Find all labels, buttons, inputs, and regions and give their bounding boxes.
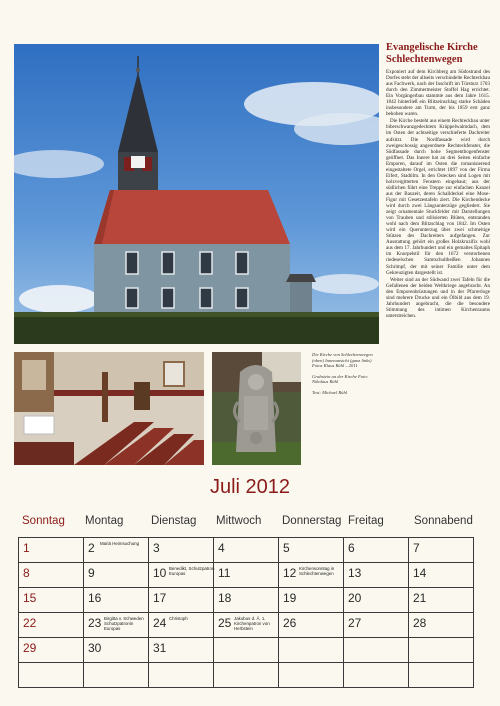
calendar-day-cell[interactable]: [149, 563, 214, 588]
calendar-day-cell[interactable]: [344, 538, 409, 563]
calendar-day-cell[interactable]: [84, 588, 149, 613]
weekday-sunday: Sonntag: [22, 515, 65, 527]
day-number: 27: [348, 616, 362, 630]
calendar-day-cell[interactable]: [149, 588, 214, 613]
calendar-day-cell[interactable]: [19, 613, 84, 638]
calendar-day-cell[interactable]: [84, 663, 149, 688]
calendar-day-cell[interactable]: [279, 563, 344, 588]
day-number: 8: [23, 566, 30, 580]
day-number: 29: [23, 641, 37, 655]
calendar-day-cell[interactable]: [279, 588, 344, 613]
calendar-day-cell[interactable]: [279, 538, 344, 563]
calendar-day-cell[interactable]: [214, 563, 279, 588]
day-number: 9: [88, 566, 95, 580]
calendar-day-cell[interactable]: [19, 638, 84, 663]
day-note: Jakobus d. Ä. 1. Kirchenpatron von Herbstein: [234, 616, 270, 632]
day-number: 31: [153, 641, 167, 655]
calendar-day-cell[interactable]: [344, 588, 409, 613]
calendar-day-cell[interactable]: [409, 613, 474, 638]
day-number: 22: [23, 616, 37, 630]
caption: Grabstein an der Kirche Foto: Nikolaus Rühl: [312, 373, 369, 385]
calendar-day-cell[interactable]: [149, 638, 214, 663]
day-number: 5: [283, 541, 290, 555]
weekday-header: [18, 515, 486, 531]
day-number: 16: [88, 591, 102, 605]
calendar-day-cell[interactable]: [84, 563, 149, 588]
calendar-day-cell[interactable]: [149, 663, 214, 688]
weekday-monday: Montag: [85, 515, 124, 527]
day-number: 1: [23, 541, 30, 555]
calendar-day-cell[interactable]: [409, 588, 474, 613]
calendar-day-cell[interactable]: [214, 663, 279, 688]
day-number: 24: [153, 616, 167, 630]
calendar-day-cell[interactable]: [279, 613, 344, 638]
article-paragraph: Exponiert auf dem Kirchberg am Südostrand des Dorfes steht der allseits verschindelte Rechteckbau aus Fachwerk, nach der Inschrift im Türsturz 1703 durch den Zimmermeister Stoffel Hag errichtet. Ein Vorgängerbau stammte aus dem Jahre 1615. 1842 hinterließ ein Blitzeinschlag starke Schäden insbesondere am Turm, der bis 1859 erst ganz behoben waren.: [386, 69, 490, 118]
calendar-day-cell[interactable]: [409, 638, 474, 663]
calendar-day-cell[interactable]: [84, 538, 149, 563]
calendar-day-cell[interactable]: [19, 588, 84, 613]
day-note: Mariä Heimsuchung: [100, 541, 140, 546]
article-title: Evangelische Kirche Schlechtenwegen: [386, 42, 478, 65]
month-title: Juli 2012: [209, 476, 291, 498]
article-paragraph: Die Kirche besteht aus einem Rechteckbau unter biberschwanzgedecktem Krüppelwalmdach, dem im Osten der achtseitige verschieferte Dachreiter aufsitzt. Die Nordfassade wird durch zweigeschossig angeordnete Rechteckfenster, die Südfassade durch hohe Segmentbogenfenster geöffnet. Das Innere hat an drei Seiten einfache Emporen, darauf im Osten die romanisierend eingestaltete Orgel, errichtet 1897 von der Firma Eifert, Stadtilm. In den Ostecken sind Logen mit holzvergitterten Fenstern eingebaut; aus der südlichen führt eine Treppe zur einfachen Kanzel aus der Bauzeit, deren Schalldeckel eine Mose-Figur mit Gesetzestafeln ziert. Die Kirchendecke wird durch zwei Längsunterzüge gegliedert. Sie zeigt ornamentale Stuckfelder mit Darstellungen von Trauben und stilisierten Blüten, entstanden wohl nach dem Blitzschlag von 1842. Im Osten wird ein Querunterzug über zwei schmeitige Stützen des Dachreiters aufgefangen. Zur Ausstattung gehört ein großes Holzkruzifix wohl aus dem 17. Jahrhundert und ein gemaltes Epitaph im Knorpelstil für den 1672 verstorbenen riedeselschen Samtschultheißen Johannes Schrimpf, der mit seiner Familie unter dem Gekreuzigten dargestellt ist.: [386, 118, 490, 276]
calendar-day-cell[interactable]: [149, 538, 214, 563]
interior-photo: [14, 352, 204, 465]
calendar-day-cell[interactable]: [344, 663, 409, 688]
calendar-day-cell[interactable]: [214, 538, 279, 563]
calendar-day-cell[interactable]: [344, 563, 409, 588]
calendar-day-cell[interactable]: [214, 613, 279, 638]
day-number: 20: [348, 591, 362, 605]
calendar-grid: [18, 537, 474, 688]
weekday-thursday: Donnerstag: [282, 515, 342, 527]
day-number: 28: [413, 616, 427, 630]
caption: Text: Michael Rühl: [312, 389, 348, 395]
calendar-day-cell[interactable]: [84, 613, 149, 638]
calendar-day-cell[interactable]: [19, 538, 84, 563]
calendar-day-cell[interactable]: [84, 638, 149, 663]
calendar-day-cell[interactable]: [19, 663, 84, 688]
calendar-day-cell[interactable]: [344, 638, 409, 663]
day-number: 15: [23, 591, 37, 605]
day-number: 23: [88, 616, 102, 630]
calendar-day-cell[interactable]: [19, 563, 84, 588]
article: [386, 42, 490, 320]
calendar-day-cell[interactable]: [214, 638, 279, 663]
church-photo: [14, 44, 379, 344]
calendar-day-cell[interactable]: [409, 663, 474, 688]
weekday-wednesday: Mittwoch: [216, 515, 262, 527]
calendar-day-cell[interactable]: [409, 563, 474, 588]
day-number: 30: [88, 641, 102, 655]
day-number: 7: [413, 541, 420, 555]
gravestone-photo: [212, 352, 301, 465]
day-number: 3: [153, 541, 160, 555]
calendar-week-row: [19, 663, 474, 688]
weekday-saturday: Sonnabend: [414, 515, 473, 527]
day-number: 13: [348, 566, 362, 580]
calendar-week-row: [19, 613, 474, 638]
day-number: 19: [283, 591, 297, 605]
day-number: 12: [283, 566, 297, 580]
calendar-day-cell[interactable]: [214, 588, 279, 613]
day-number: 17: [153, 591, 167, 605]
day-note: Christoph: [169, 616, 188, 621]
day-note: Birgitta v. Schweden Schutzpatronin Europas: [104, 616, 144, 632]
day-number: 10: [153, 566, 167, 580]
day-note: Benedikt, Schutzpatron Europas: [169, 566, 215, 577]
day-number: 4: [218, 541, 225, 555]
day-number: 18: [218, 591, 232, 605]
day-number: 11: [218, 566, 231, 580]
caption: Die Kirche von Schlechtenwegen (oben) Innenansicht (ganz links) Fotos Klaus Rühl – 2011: [312, 352, 373, 369]
day-number: 2: [88, 541, 95, 555]
weekday-tuesday: Dienstag: [151, 515, 197, 527]
article-paragraph: Weiter sind an der Südwand zwei Tafeln für die Gefallenen der beiden Weltkriege angebracht. An den Emporenbrüstungen und in der Pfarrerloge sind mehrere Drucke und ein Ölbild aus dem 19. Jahrhundert angebracht, die die besondere Stimmung des intimen Kirchenraums unterstreichen.: [386, 276, 490, 319]
photo-captions: [312, 352, 382, 401]
day-number: 14: [413, 566, 427, 580]
calendar-week-row: [19, 638, 474, 663]
day-number: 26: [283, 616, 297, 630]
day-number: 21: [413, 591, 427, 605]
day-number: 25: [218, 616, 232, 630]
calendar-week-row: [19, 588, 474, 613]
calendar-day-cell[interactable]: [149, 613, 214, 638]
weekday-friday: Freitag: [348, 515, 384, 527]
calendar-day-cell[interactable]: [409, 538, 474, 563]
calendar-day-cell[interactable]: [344, 613, 409, 638]
calendar-week-row: [19, 563, 474, 588]
day-note: Kirchensonntag in Schlechtenwegen: [299, 566, 335, 577]
day-number: 6: [348, 541, 355, 555]
calendar-day-cell[interactable]: [279, 638, 344, 663]
calendar-week-row: [19, 538, 474, 563]
calendar-day-cell[interactable]: [279, 663, 344, 688]
